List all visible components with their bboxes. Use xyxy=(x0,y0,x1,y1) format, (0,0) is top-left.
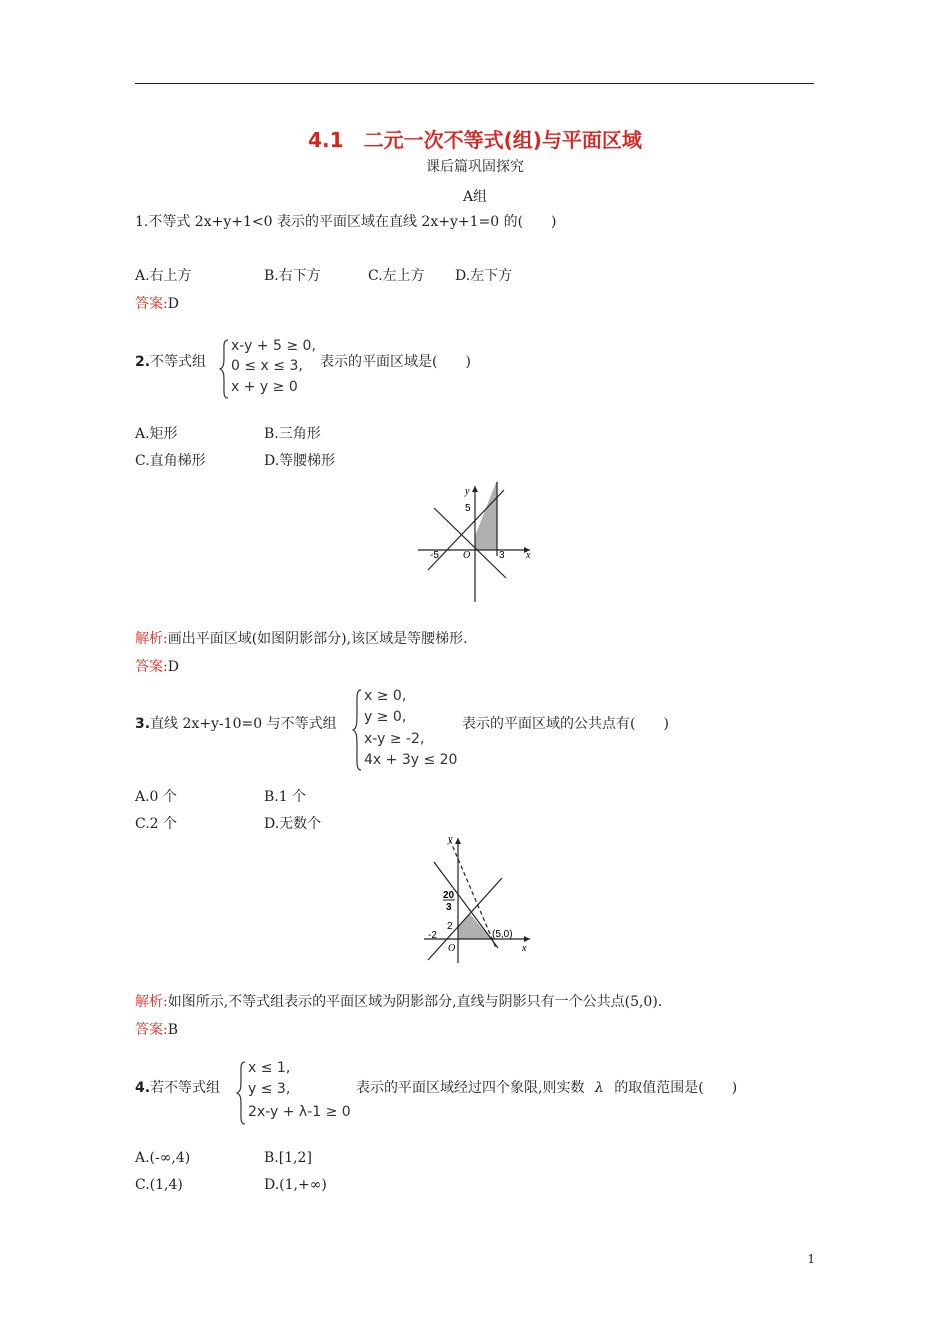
q2-label-3: 3 xyxy=(499,550,505,561)
q3-stem-start xyxy=(135,713,337,733)
q2-option-a: A.矩形 xyxy=(135,426,178,442)
q4-post xyxy=(356,1077,737,1097)
q2-stem-start xyxy=(135,351,206,371)
q1-option-c: C.左上方 xyxy=(368,268,425,284)
q2-label-origin: O xyxy=(463,550,471,561)
q3-ineq-4: 4x + 3y ≤ 20 xyxy=(364,752,458,768)
q3-x-arrow xyxy=(524,936,530,942)
q4-option-c: C.(1,4) xyxy=(135,1177,183,1193)
q2-analysis-text: 画出平面区域(如图阴影部分),该区域是等腰梯形. xyxy=(167,631,468,647)
q2-label-neg5: -5 xyxy=(430,550,439,561)
header-rule xyxy=(135,83,814,84)
q1-answer-label: 答案: xyxy=(135,296,168,312)
q3-shaded-region xyxy=(458,914,491,939)
group-label: A组 xyxy=(462,189,488,205)
q3-ineq-3: x-y ≥ -2, xyxy=(364,731,425,747)
q3-label-neg2: -2 xyxy=(428,930,437,941)
q2-ineq-1: x-y + 5 ≥ 0, xyxy=(231,338,316,354)
q2-option-b: B.三角形 xyxy=(264,426,321,442)
page-number: 1 xyxy=(807,1252,815,1266)
q3-option-c: C.2 个 xyxy=(135,816,178,832)
q4-post-text: 表示的平面区域经过四个象限,则实数 xyxy=(356,1080,585,1096)
q1-stem: 1.不等式 2x+y+1<0 表示的平面区域在直线 2x+y+1=0 的( ) xyxy=(135,214,557,230)
q3-option-d: D.无数个 xyxy=(264,816,322,832)
q3-label-x: x xyxy=(522,943,527,954)
q2-analysis xyxy=(135,628,468,648)
q3-post: 表示的平面区域的公共点有( ) xyxy=(462,716,669,732)
q4-number: 4. xyxy=(135,1080,151,1096)
q2-pre: 不等式组 xyxy=(150,354,207,370)
q3-option-a: A.0 个 xyxy=(135,789,177,805)
q2-shaded-region xyxy=(475,480,497,550)
q4-post2-text: 的取值范围是( ) xyxy=(614,1080,738,1096)
q3-label-frac-den: 3 xyxy=(446,902,452,913)
q2-answer xyxy=(135,656,179,676)
q4-brace xyxy=(236,1060,246,1126)
q4-ineq-3: 2x-y + λ-1 ≥ 0 xyxy=(248,1104,351,1120)
q4-option-d: D.(1,+∞) xyxy=(264,1177,327,1193)
q3-pre: 直线 2x+y-10=0 与不等式组 xyxy=(150,716,337,732)
q2-brace xyxy=(219,338,229,400)
q1-option-a: A.右上方 xyxy=(135,268,192,284)
q2-post: 表示的平面区域是( ) xyxy=(320,354,471,370)
q2-inequality-system xyxy=(219,338,319,400)
page-title: 4.1 二元一次不等式(组)与平面区域 xyxy=(308,128,642,152)
q2-y-arrow xyxy=(472,486,478,492)
q3-label-origin: O xyxy=(448,943,456,954)
q3-figure xyxy=(422,830,534,965)
q3-inequality-system xyxy=(352,688,462,772)
q4-option-b: B.[1,2] xyxy=(264,1150,312,1166)
q2-ineq-2: 0 ≤ x ≤ 3, xyxy=(231,358,303,374)
q3-answer-value: B xyxy=(167,1022,179,1038)
q2-figure xyxy=(414,478,536,604)
q3-answer xyxy=(135,1019,178,1039)
q3-answer-label: 答案: xyxy=(135,1022,168,1038)
q2-number: 2. xyxy=(135,354,151,370)
q4-pre: 若不等式组 xyxy=(150,1080,221,1096)
q2-label-x: x xyxy=(526,550,531,561)
q3-number: 3. xyxy=(135,716,151,732)
q1-option-d: D.左下方 xyxy=(455,268,513,284)
q3-analysis-label: 解析: xyxy=(135,994,168,1010)
q4-ineq-1: x ≤ 1, xyxy=(248,1060,291,1076)
q3-ineq-1: x ≥ 0, xyxy=(364,688,407,704)
q2-option-c: C.直角梯形 xyxy=(135,453,206,469)
q4-inequality-system xyxy=(236,1060,358,1126)
q3-ineq-2: y ≥ 0, xyxy=(364,709,407,725)
q3-analysis xyxy=(135,991,662,1011)
q3-option-b: B.1 个 xyxy=(264,789,307,805)
q3-label-frac-num: 20 xyxy=(443,890,455,901)
page-subtitle: 课后篇巩固探究 xyxy=(426,159,524,175)
q3-analysis-text: 如图所示,不等式组表示的平面区域为阴影部分,直线与阴影只有一个公共点(5,0). xyxy=(167,994,663,1010)
q4-stem-start xyxy=(135,1077,220,1097)
q4-ineq-2: y ≤ 3, xyxy=(248,1081,291,1097)
q3-label-y: y xyxy=(448,834,453,845)
q1-option-b: B.右下方 xyxy=(264,268,321,284)
q3-line-x-y-2 xyxy=(428,878,502,960)
q3-brace xyxy=(352,688,362,772)
q1-answer-value: D xyxy=(167,296,179,312)
q3-y-arrow xyxy=(455,838,461,844)
q2-label-5: 5 xyxy=(465,503,471,514)
q4-lambda: λ xyxy=(594,1080,604,1096)
q3-label-2: 2 xyxy=(447,921,453,932)
q4-option-a: A.(-∞,4) xyxy=(135,1150,191,1166)
q2-label-y: y xyxy=(465,486,470,497)
q2-answer-label: 答案: xyxy=(135,659,168,675)
q1-answer xyxy=(135,293,179,313)
q3-label-point: (5,0) xyxy=(492,929,513,940)
q2-option-d: D.等腰梯形 xyxy=(264,453,336,469)
q2-ineq-3: x + y ≥ 0 xyxy=(231,379,298,395)
q2-answer-value: D xyxy=(167,659,179,675)
q2-analysis-label: 解析: xyxy=(135,631,168,647)
